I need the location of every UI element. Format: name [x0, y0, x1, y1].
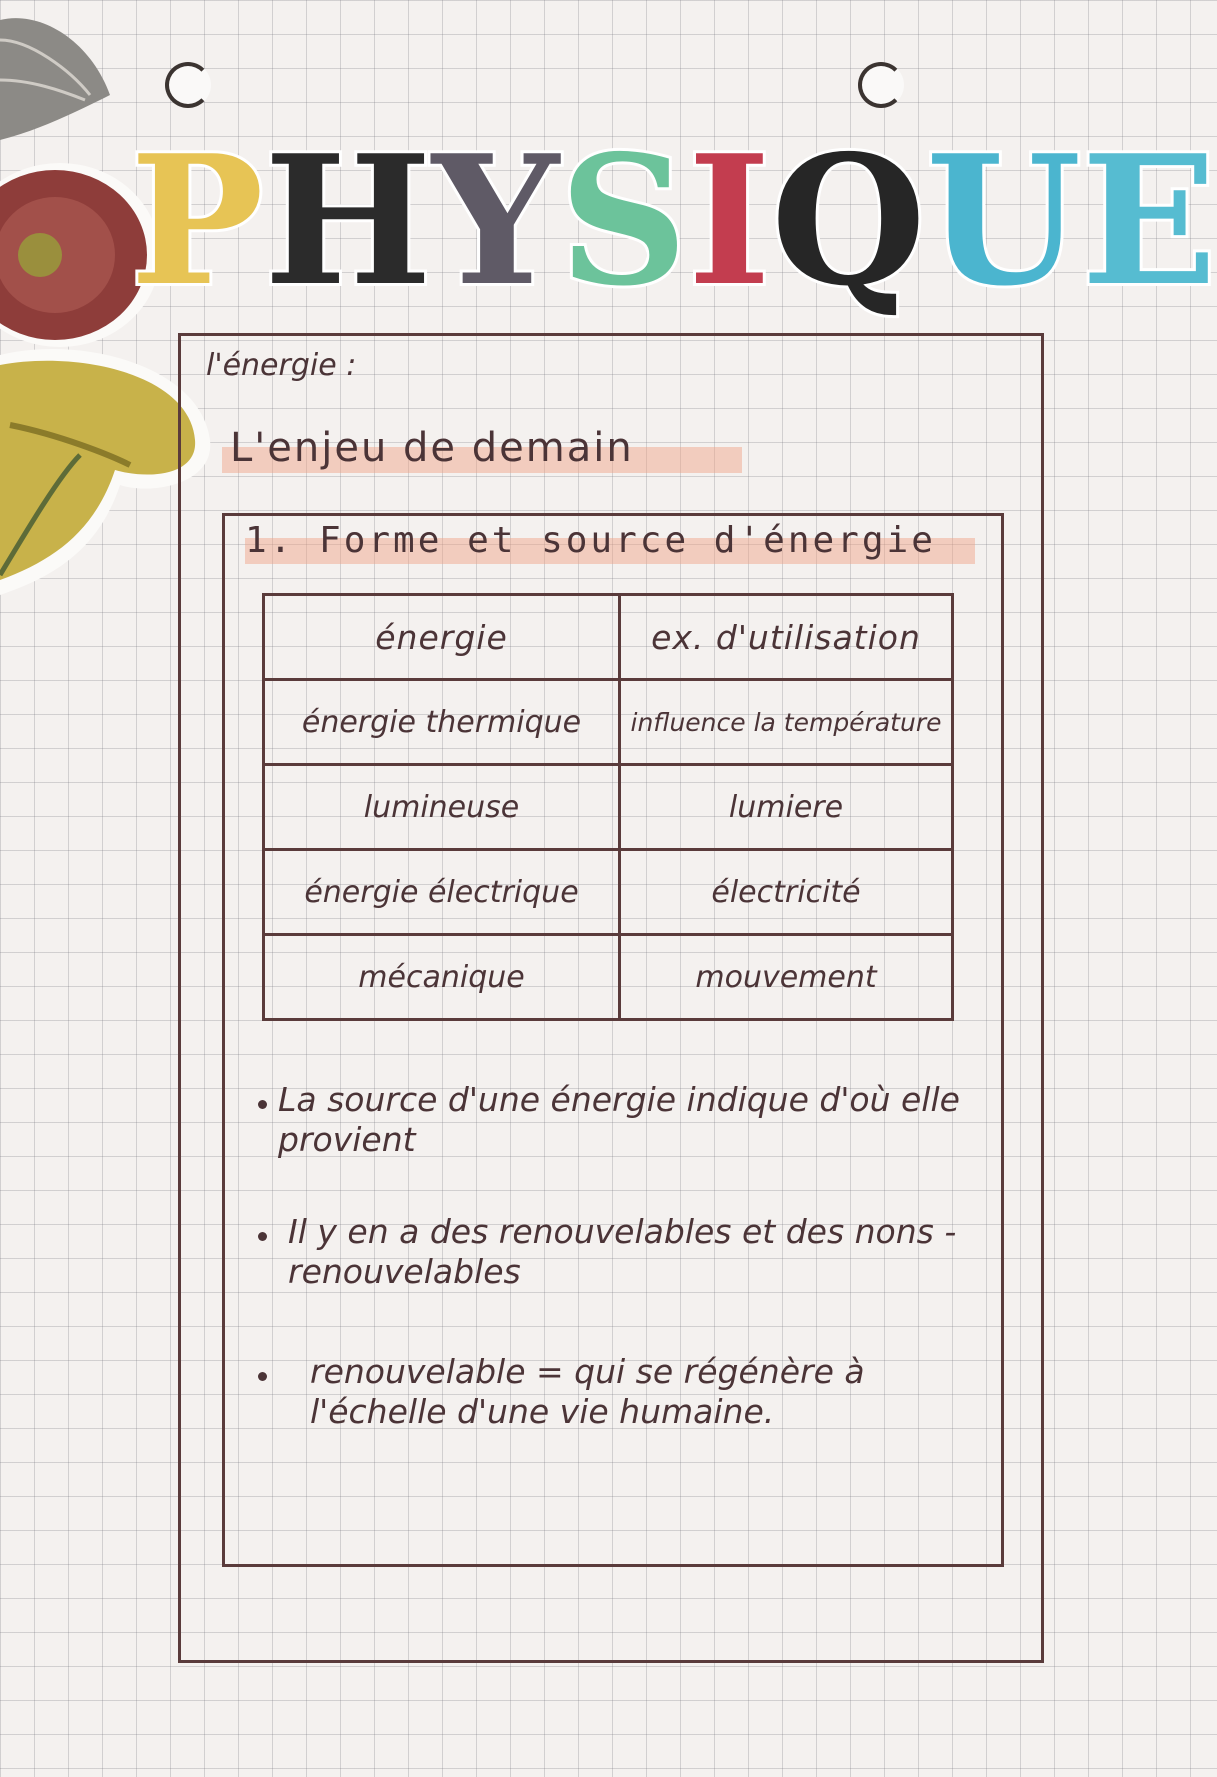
table-row [264, 765, 953, 850]
binder-hole-right [858, 62, 904, 108]
table-header-cell: ex. d'utilisation [620, 595, 953, 680]
title-letter: I [687, 116, 771, 325]
energy-table [262, 593, 954, 1021]
title-letter: S [559, 116, 688, 325]
bullet-dot [258, 1232, 267, 1241]
title-letter: Y [432, 116, 560, 325]
subject-label: l'énergie : [206, 348, 357, 383]
title-letter: H [263, 116, 433, 325]
lesson-heading: L'enjeu de demain [230, 425, 634, 471]
title-letter: U [926, 116, 1082, 325]
table-header-row [264, 595, 953, 680]
bullet-text: La source d'une énergie indique d'où elle provient [278, 1080, 960, 1159]
table-row [264, 935, 953, 1020]
table-cell: lumineuse [264, 765, 620, 850]
table-cell: électricité [620, 850, 953, 935]
physique-title [130, 110, 1217, 325]
title-letter: P [130, 116, 264, 325]
table-row [264, 680, 953, 765]
bullet-dot [258, 1372, 267, 1381]
bullet-text: Il y en a des renouvelables et des nons - renouvelables [288, 1212, 957, 1291]
grey-petal-flower [0, 0, 120, 150]
table-cell: énergie électrique [264, 850, 620, 935]
bullet-text: renouvelable = qui se régénère à l'échelle d'une vie humaine. [310, 1352, 865, 1431]
table-cell: mouvement [620, 935, 953, 1020]
table-cell: influence la température [620, 680, 953, 765]
binder-hole-left [165, 62, 211, 108]
title-letter: Q [770, 116, 926, 325]
bullet-dot [258, 1100, 267, 1109]
table-header-cell: énergie [264, 595, 620, 680]
title-letter: E [1081, 116, 1217, 325]
table-cell: lumiere [620, 765, 953, 850]
section-title: 1. Forme et source d'énergie [245, 520, 936, 561]
table-row [264, 850, 953, 935]
table-cell: mécanique [264, 935, 620, 1020]
table-cell: énergie thermique [264, 680, 620, 765]
